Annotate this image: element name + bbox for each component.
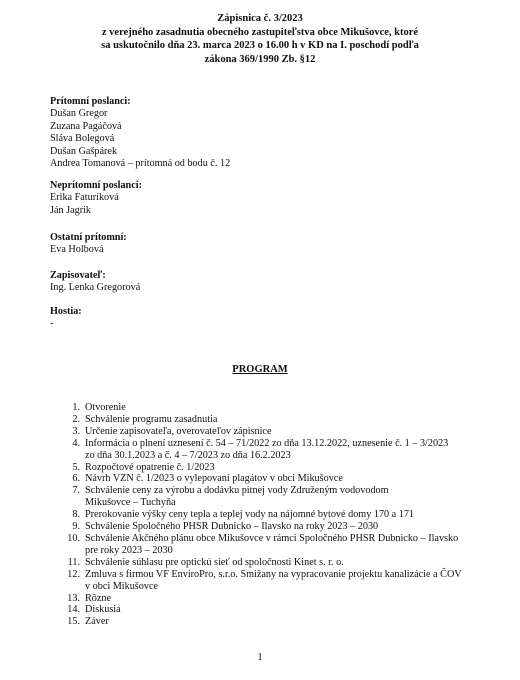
title-line: zákona 369/1990 Zb. §12 [204,53,316,65]
program-item-text: Zmluva s firmou VF EnviroPro, s.r.o. Smižany na vypracovanie projektu kanalizácie a ČOV [85,568,462,580]
program-item-number: 8. [72,509,80,521]
program-item-continuation: v obci Mikušovce [85,580,158,592]
program-item-text: Schválenie Akčného plánu obce Mikušovce v rámci Spoločného PHSR Dubnicko – Ilavsko [85,532,459,544]
present-member: Slávа Bolegová [50,133,115,145]
absent-members-heading: Neprítomní poslanci: [50,180,142,191]
present-members-section [50,96,230,170]
recorder-section [50,270,140,295]
absent-members-section [50,180,142,217]
program-item-number: 12. [67,568,80,580]
page-number: 1 [257,652,263,663]
program-item-number: 1. [72,402,80,413]
program-item [64,593,479,605]
program-item-number: 2. [72,413,80,425]
program-item-text: Určenie zapisovateľa, overovateľov zápisnice [85,425,272,437]
program-item-text: Schválenie súhlasu pre optickú sieť od spoločnosti Kinet s. r. o. [85,556,344,568]
program-item-text: Rôzne [85,592,112,604]
program-item [64,616,479,628]
program-item-number: 9. [72,521,80,533]
program-item-continuation: pre roky 2023 – 2030 [85,544,173,556]
program-item-text: Schválenie Spoločného PHSR Dubnicko – Ilavsko na roky 2023 – 2030 [85,521,379,533]
program-item-number: 14. [67,604,80,616]
present-member: Dušan Gregor [50,108,108,120]
present-member: Andrea Tomanová – prítomná od bodu č. 12 [50,158,231,170]
program-item [64,521,479,533]
program-item [64,557,479,569]
recorder-name: Ing. Lenka Gregorová [50,282,141,294]
others-present-section [50,232,127,257]
program-item-text: Návrh VZN č. 1/2023 o vylepovaní plagátov v obci Mikušovce [85,473,343,485]
program-item-continuation: zo dňa 30.1.2023 a č. 4 – 7/2023 zo dňa 16.2.2023 [85,449,291,461]
program-item-number: 4. [72,437,80,449]
program-item-number: 11. [67,556,80,568]
program-item-number: 6. [72,473,80,485]
others-present-heading: Ostatní prítomní: [50,232,127,243]
program-item [64,462,479,474]
program-item-text: Diskusia [85,604,121,616]
program-item [64,604,479,616]
program-item-text: Schválenie ceny za výrobu a dodávku pitnej vody Združeným vodovodom [85,485,389,497]
guests-section [50,306,82,331]
title-line: Zápisnica č. 3/2023 [217,13,303,24]
program-item [64,509,479,521]
program-item-text: Rozpočtové opatrenie č. 1/2023 [85,461,215,473]
program-item [64,533,479,557]
present-member: Zuzana Pagáčová [50,120,122,132]
others-present-name: Eva Holbová [50,244,104,256]
program-title: PROGRAM [232,364,288,375]
absent-member: Erika Faturíková [50,192,119,204]
program-item [64,438,479,462]
program-item [64,569,479,593]
program-item-text: Otvorenie [85,402,126,413]
program-item-number: 3. [72,425,80,437]
absent-member: Ján Jagrik [50,204,92,216]
program-item-number: 7. [72,485,80,497]
program-item [64,485,479,509]
guests-value: - [50,318,54,330]
program-item-text: Schválenie programu zasadnutia [85,413,218,425]
program-list [64,402,479,628]
program-item-number: 15. [67,616,80,628]
title-line: z verejného zasadnutia obecného zastupiteľstva obce Mikušovce, ktoré [101,26,419,38]
program-item-continuation: Mikušovce – Tuchyňa [85,497,176,509]
guests-heading: Hostia: [50,306,82,317]
present-member: Dušan Gašpárek [50,145,118,157]
program-item-text: Prerokovanie výšky ceny tepla a teplej vody na nájomné bytové domy 170 a 171 [85,509,415,521]
program-item-text: Záver [85,616,109,628]
program-item-number: 13. [67,592,80,604]
program-item-number: 10. [67,532,80,544]
program-item [64,414,479,426]
program-item [64,473,479,485]
document-title [0,12,520,66]
program-item [64,402,479,414]
program-item-number: 5. [72,461,80,473]
recorder-heading: Zapisovateľ: [50,270,106,281]
title-line: sa uskutočnilo dňa 23. marca 2023 o 16.00 h v KD na I. poschodí podľa [101,40,419,52]
program-item [64,426,479,438]
present-members-heading: Prítomní poslanci: [50,96,131,107]
program-item-text: Informácia o plnení uznesení č. 54 – 71/2022 zo dňa 13.12.2022, uznesenie č. 1 – 3/2023 [85,437,449,449]
